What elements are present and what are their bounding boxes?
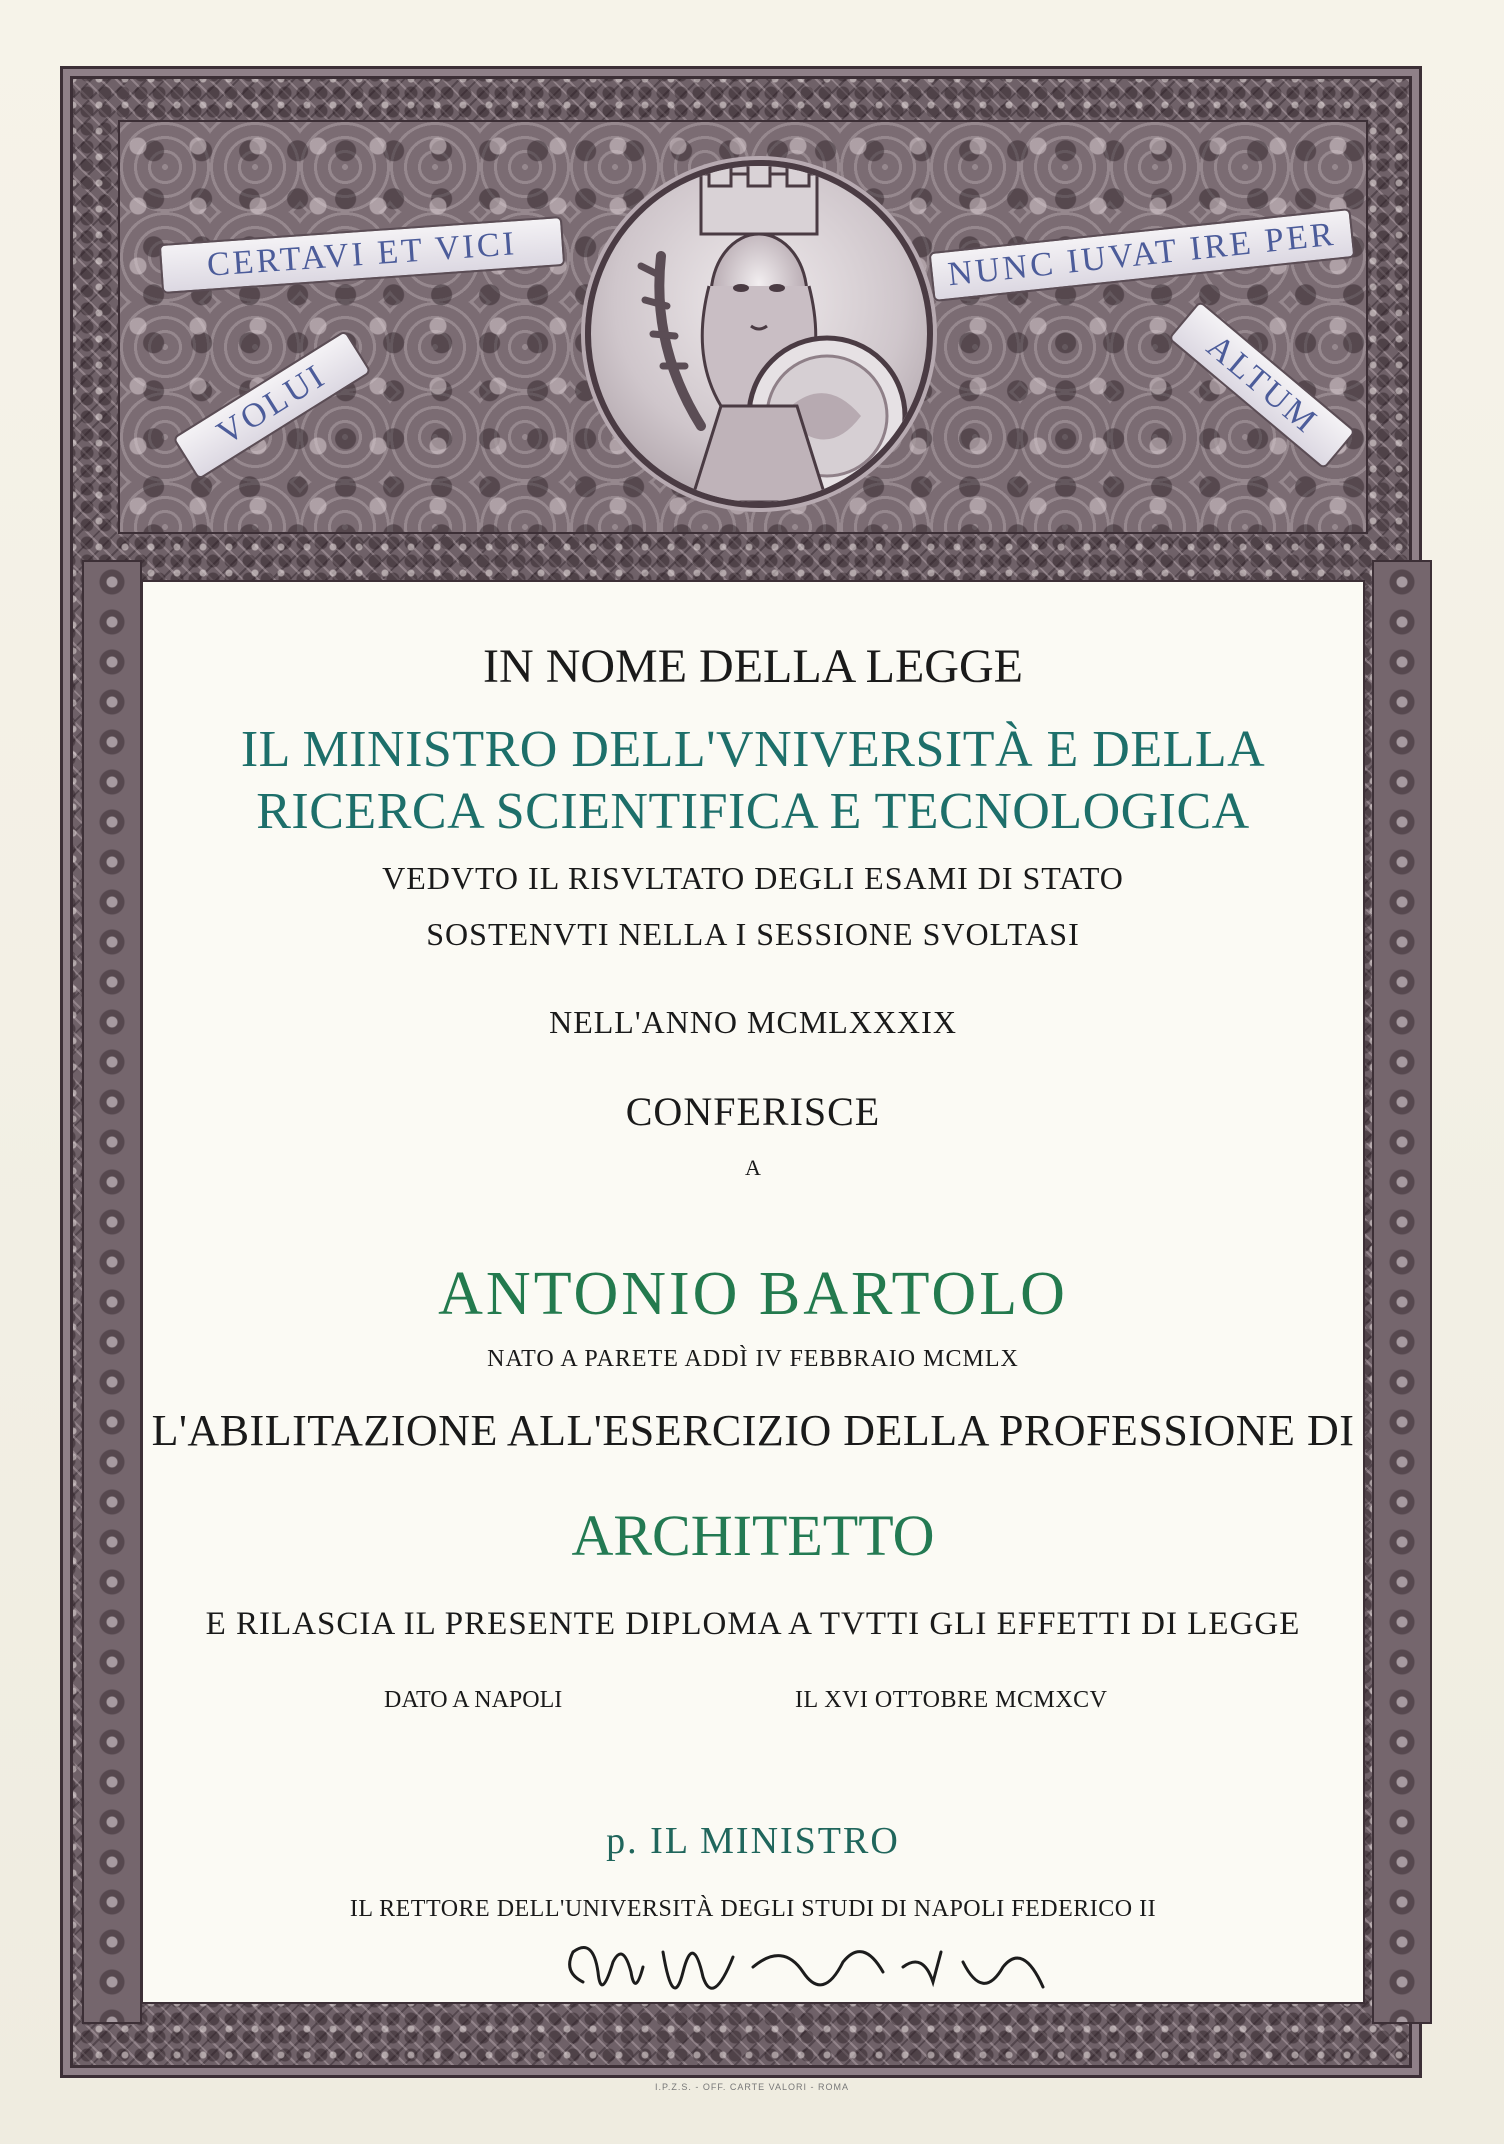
signatory-title: p. IL MINISTRO [606,1820,900,1862]
issuance-line: E RILASCIA IL PRESENTE DIPLOMA A TVTTI GLI EFFETTI DI LEGGE [205,1606,1301,1642]
profession: ARCHITETTO [571,1503,935,1568]
diploma-text-panel [141,580,1365,2004]
left-ornament-column [82,560,142,2024]
considering-line-2: SOSTENVTI NELLA I SESSIONE SVOLTASI [426,916,1080,952]
considering-line-1: VEDVTO IL RISVLTATO DEGLI ESAMI DI STATO [382,860,1124,896]
signatory-role: IL RETTORE DELL'UNIVERSITÀ DEGLI STUDI DI NAPOLI FEDERICO II [349,1896,1157,1922]
year-line: NELL'ANNO MCMLXXXIX [549,1004,957,1040]
italia-turrita-medallion [585,160,933,508]
handwritten-signature [543,1912,1083,2032]
ribbon-left-motto: CERTAVI ET VICI [159,216,566,294]
birth-line: NATO A PARETE ADDÌ IV FEBBRAIO MCMLX [487,1346,1019,1372]
authority-line-1: IL MINISTRO DELL'VNIVERSITÀ E DELLA [240,721,1266,778]
recipient-name: ANTONIO BARTOLO [438,1260,1068,1328]
place-of-issue: DATO A NAPOLI [384,1687,563,1713]
ribbon-left-lower-motto: VOLUI [172,330,371,481]
ribbon-right-lower-motto: ALTUM [1168,300,1356,469]
right-ornament-column [1372,560,1432,2024]
confers-label: CONFERISCE [625,1089,881,1134]
heading: IN NOME DELLA LEGGE [483,640,1023,693]
date-of-issue: IL XVI OTTOBRE MCMXCV [795,1687,1108,1713]
to-label: A [745,1155,761,1180]
printer-mark: I.P.Z.S. - OFF. CARTE VALORI - ROMA [654,2082,850,2092]
ribbon-right-motto: NUNC IUVAT IRE PER [929,208,1356,302]
qualification-line: L'ABILITAZIONE ALL'ESERCIZIO DELLA PROFESSIONE DI [151,1406,1355,1455]
allegorical-figure-icon [591,166,927,502]
authority-line-2: RICERCA SCIENTIFICA E TECNOLOGICA [256,783,1250,840]
